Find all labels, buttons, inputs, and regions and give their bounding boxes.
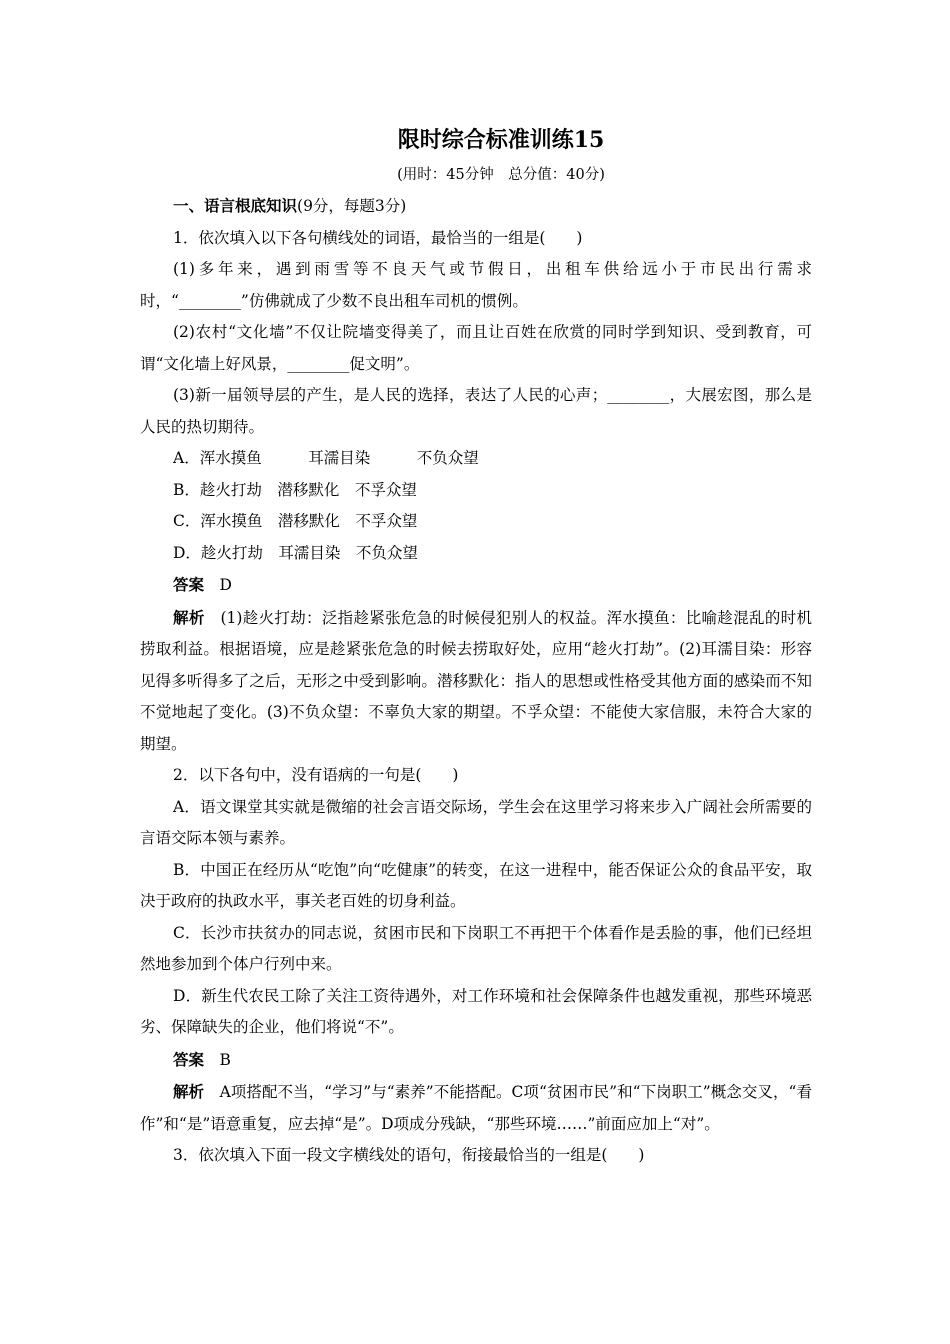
question-1-analysis	[140, 602, 812, 761]
question-2-option-c: C．长沙市扶贫办的同志说，贫困市民和下岗职工不再把干个体看作是丢脸的事，他们已经坦然地参加到个体户行列中来。	[140, 923, 812, 973]
question-1-option-c: C．浑水摸鱼 潜移默化 不孚众望	[173, 512, 418, 530]
question-3-stem: 3．依次填入下面一段文字横线处的语句，衔接最恰当的一组是( )	[173, 1146, 645, 1164]
document-page	[140, 120, 812, 1172]
question-1-answer	[140, 569, 812, 602]
analysis-label: 解析	[173, 607, 205, 627]
page-subtitle: (用时：45分钟 总分值：40分)	[397, 167, 605, 183]
section-heading	[140, 190, 812, 223]
answer-label: 答案	[173, 575, 205, 594]
section-score-note: (9分，每题3分)	[297, 197, 407, 215]
answer-label: 答案	[173, 1049, 205, 1069]
question-2-stem: 2．以下各句中，没有语病的一句是( )	[173, 766, 459, 784]
analysis-label: 解析	[173, 1082, 205, 1101]
section-heading-text: 一、语言根底知识	[173, 196, 298, 215]
question-2-analysis	[140, 1076, 812, 1140]
analysis-text: (1)趁火打劫：泛指趁紧张危急的时候侵犯别人的权益。浑水摸鱼：比喻趁混乱的时机捞取利益。根据语境，应是趁紧张危急的时候去捞取好处，应用“趁火打劫”。(2)耳濡目染：形容见得多听得多了之后，无形之中受到影响。潜移默化：指人的思想或性格受其他方面的感染而不知不觉地起了变化。(3)不负众望：不辜负大家的期望。不孚众望：不能使大家信服，未符合大家的期望。	[140, 608, 812, 753]
answer-value: D	[219, 576, 232, 594]
question-1-sentence-2: (2)农村“文化墙”不仅让院墙变得美了，而且让百姓在欣赏的同时学到知识、受到教育，可谓“文化墙上好风景，________促文明”。	[140, 323, 812, 373]
answer-value: B	[219, 1050, 231, 1069]
question-2-option-d: D．新生代农民工除了关注工资待遇外，对工作环境和社会保障条件也越发重视，那些环境恶劣、保障缺失的企业，他们将说“不”。	[140, 986, 812, 1036]
question-2-answer	[140, 1044, 812, 1077]
question-1-sentence-3: (3)新一届领导层的产生，是人民的选择，表达了人民的心声；________，大展宏图，那么是人民的热切期待。	[140, 386, 812, 436]
question-1-option-d: D．趁火打劫 耳濡目染 不负众望	[173, 543, 418, 562]
analysis-text: A项搭配不当，“学习”与“素养”不能搭配。C项“贫困市民”和“下岗职工”概念交叉，“看作”和“是”语意重复，应去掉“是”。D项成分残缺，“那些环境……”前面应加上“对”。	[140, 1083, 812, 1133]
question-1-option-a: A．浑水摸鱼 耳濡目染 不负众望	[173, 449, 479, 467]
question-2-option-b: B．中国正在经历从“吃饱”向“吃健康”的转变，在这一进程中，能否保证公众的食品平安，取决于政府的执政水平，事关老百姓的切身利益。	[140, 860, 812, 910]
question-2-option-a: A．语文课堂其实就是微缩的社会言语交际场，学生会在这里学习将来步入广阔社会所需要的言语交际本领与素养。	[140, 797, 812, 847]
question-1-sentence-1: (1)多年来，遇到雨雪等不良天气或节假日，出租车供给远小于市民出行需求时，“________”仿佛就成了少数不良出租车司机的惯例。	[140, 260, 812, 310]
question-1-stem: 1．依次填入以下各句横线处的词语，最恰当的一组是( )	[173, 228, 583, 247]
question-1-option-b: B．趁火打劫 潜移默化 不孚众望	[173, 480, 417, 499]
page-title: 限时综合标准训练15	[397, 127, 605, 153]
